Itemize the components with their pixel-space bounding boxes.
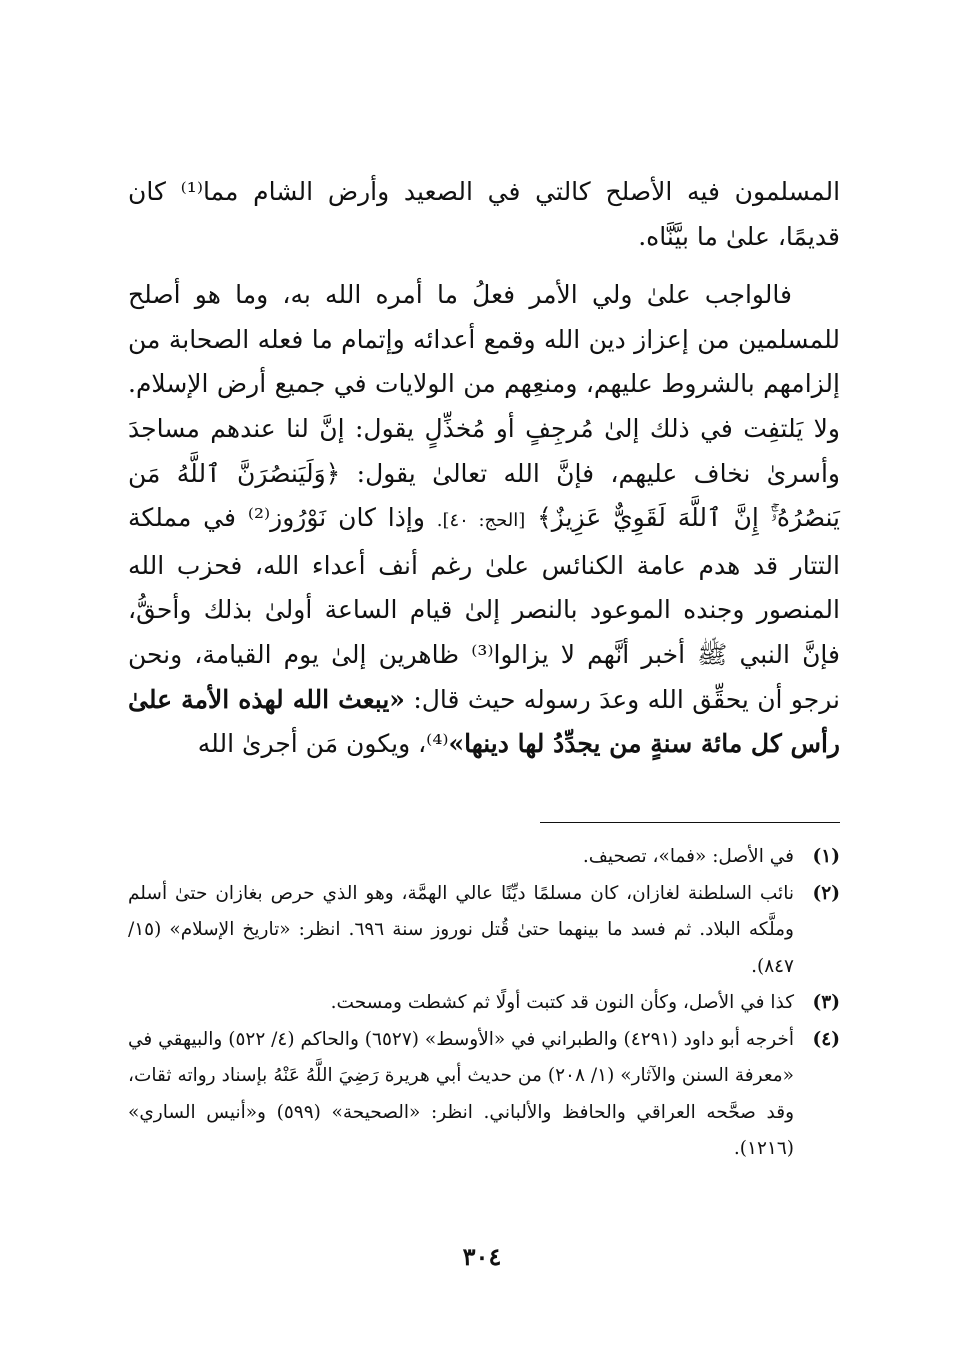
footnote-item	[128, 1022, 840, 1168]
footnote-number: (٢)	[812, 882, 840, 904]
surah-reference: [الحج: ٤٠].	[436, 510, 526, 532]
footnote-text: في الأصل: «فما»، تصحيف.	[582, 846, 794, 867]
footnote-item	[128, 839, 840, 876]
paragraph-main	[128, 273, 840, 767]
footnote-text: كذا في الأصل، وكأن النون قد كتبت أولًا ثم كشطت ومسحت.	[330, 992, 794, 1013]
footnote-separator	[540, 822, 840, 823]
footnote-text: أخرجه أبو داود (٤٢٩١) والطبراني في «الأوسط» (٦٥٢٧) والحاكم (٤/ ٥٢٢) والبيهقي في «معرفة السنن والآثار» (١/ ٢٠٨) من حديث أبي هريرة رَضِيَ اللَّهُ عَنْهُ بإسناد رواته ثقات، وقد صحَّحه العراقي والحافظ والألباني. انظر: «الصحيحة» (٥٩٩) و«أنيس الساري» (١٢١٦).	[128, 1028, 795, 1159]
paragraph-text: فالواجب علىٰ ولي الأمر فعلُ ما أمره الله به، وما هو أصلح للمسلمين من إعزاز دين الله وقمع أعدائه وإتمام ما فعله الصحابة من إلزامهم بالشروط عليهم، ومنعِهم من الولايات في جميع أرض الإسلام. ولا يَلتفِت في ذلك إلىٰ مُرجِفٍ أو مُخذِّلٍ يقول: إنَّ لنا عندهم مساجدَ وأسرىٰ نخاف عليهم، فإنَّ الله تعالىٰ يقول:	[128, 280, 840, 488]
footnotes-section	[128, 839, 840, 1168]
quran-verse: ﴿وَلَيَنصُرَنَّ ٱللَّهُ مَن يَنصُرُهُۥٓۚ إِنَّ ٱللَّهَ لَقَوِيٌّ عَزِيزٌ﴾	[128, 458, 840, 533]
hadith-quote: «يبعث الله لهذه الأمة علىٰ رأس كل مائة سنةٍ من يجدِّدُ لها دينها»	[128, 684, 840, 759]
page-number: ٣٠٤	[462, 1242, 502, 1271]
footnote-number: (٤)	[812, 1028, 840, 1050]
paragraph-text-end: ⁽⁴⁾، ويكون مَن أجرىٰ الله	[197, 729, 449, 759]
footnote-number: (٣)	[812, 992, 840, 1013]
footnote-number: (١)	[812, 846, 840, 867]
main-text-block	[128, 170, 840, 767]
footnote-item	[128, 985, 840, 1022]
footnote-item	[128, 876, 840, 986]
paragraph-text-continued: وإذا كان نَوْرُوز⁽²⁾ في مملكة التتار قد هدم عامة الكنائس علىٰ رغم أنف أعداء الله، فحزب الله المنصور وجنده الموعود بالنصر إلىٰ قيام الساعة أولىٰ بذلك وأحقُّ، فإنَّ النبي ﷺ أخبر أنَّهم لا يزالوا⁽³⁾ ظاهرين إلىٰ يوم القيامة، ونحن نرجو أن يحقِّق الله وعدَ رسوله حيث قال:	[128, 503, 840, 714]
footnote-text: نائب السلطنة لغازان، كان مسلمًا ديِّنًا عالي الهمَّة، وهو الذي حرص بغازان حتىٰ أسلم وملَّكه البلاد. ثم فسد ما بينهما حتىٰ قُتل نوروز سنة ٦٩٦. انظر: «تاريخ الإسلام» (١٥/ ٨٤٧).	[128, 882, 794, 977]
paragraph-continuation: المسلمون فيه الأصلح كالتي في الصعيد وأرض الشام مما⁽¹⁾ كان قديمًا، علىٰ ما بيَّنَّاه.	[128, 177, 841, 251]
